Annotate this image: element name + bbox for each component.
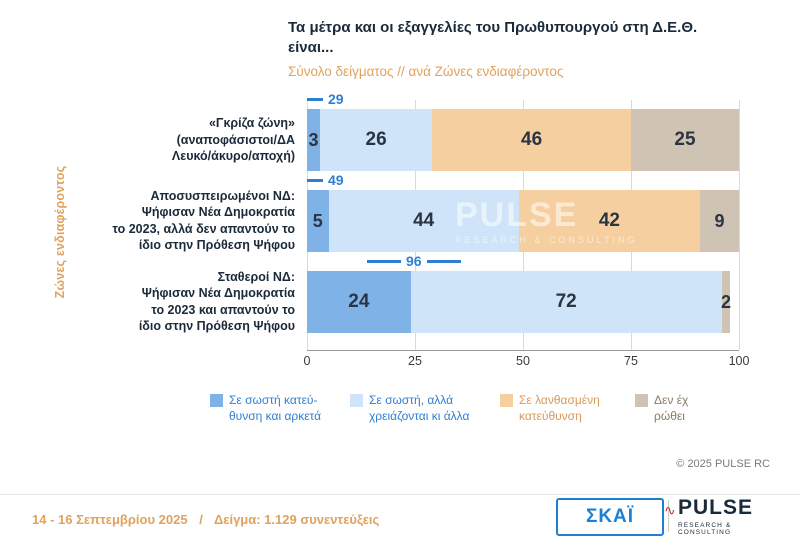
legend-label-line: Σε λανθασμένη bbox=[519, 393, 600, 407]
legend-label bbox=[519, 392, 600, 424]
bracket-dash bbox=[427, 260, 461, 263]
legend-label-line: Δεν έχ bbox=[654, 393, 689, 407]
category-label bbox=[15, 115, 295, 164]
category-label bbox=[15, 188, 295, 253]
bar-segment: 9 bbox=[700, 190, 739, 252]
bar-segment: 26 bbox=[320, 109, 432, 171]
legend-label-line: Σε σωστή, αλλά bbox=[369, 393, 454, 407]
legend-label-line: ρώθει bbox=[654, 409, 685, 424]
legend-swatch bbox=[500, 394, 513, 407]
bar-row bbox=[307, 109, 739, 171]
legend-swatch bbox=[635, 394, 648, 407]
legend-item[interactable] bbox=[635, 392, 688, 424]
bar-segment: 24 bbox=[307, 271, 411, 333]
bar-segment: 42 bbox=[519, 190, 700, 252]
skai-logo: ΣΚΑΪ bbox=[556, 498, 664, 536]
pulse-logo-text: PULSE bbox=[678, 496, 754, 519]
annotation-value: 96 bbox=[406, 253, 422, 269]
legend-swatch bbox=[350, 394, 363, 407]
footer-separator: / bbox=[199, 512, 203, 527]
copyright-text: © 2025 PULSE RC bbox=[676, 458, 770, 470]
bar-row bbox=[307, 190, 739, 252]
category-label-line: ίδιο στην Πρόθεση Ψήφου bbox=[138, 318, 295, 333]
x-tick-label: 75 bbox=[624, 354, 638, 368]
bar-segment: 25 bbox=[631, 109, 739, 171]
annotation-value: 49 bbox=[328, 172, 344, 188]
legend-item[interactable] bbox=[500, 392, 600, 424]
pulse-wave-icon: ∿ bbox=[664, 502, 676, 518]
bracket-dash bbox=[307, 98, 323, 101]
chart-legend bbox=[200, 392, 760, 450]
x-tick-label: 100 bbox=[728, 354, 750, 368]
legend-label bbox=[369, 392, 469, 424]
annotation-bracket bbox=[307, 172, 349, 188]
category-label-line: ίδιο στην Πρόθεση Ψήφου bbox=[138, 237, 295, 252]
watermark-main: PULSE bbox=[455, 196, 579, 234]
footer-divider bbox=[0, 494, 800, 495]
bar-segment: 3 bbox=[307, 109, 320, 171]
category-label-line: «Γκρίζα ζώνη» bbox=[208, 116, 295, 131]
legend-label-line: θυνση και αρκετά bbox=[229, 409, 322, 424]
x-tick-label: 50 bbox=[516, 354, 530, 368]
category-label-line: το 2023, αλλά δεν απαντούν το bbox=[112, 221, 295, 236]
category-label-line: Λευκό/άκυρο/αποχή) bbox=[171, 148, 295, 163]
chart-subtitle: Σύνολο δείγματος // ανά Ζώνες ενδιαφέροντος bbox=[288, 64, 564, 79]
legend-label bbox=[654, 392, 688, 424]
bar-segment: 72 bbox=[411, 271, 722, 333]
annotation-bracket bbox=[307, 91, 349, 107]
y-axis-title: Ζώνες ενδιαφέροντος bbox=[53, 165, 67, 299]
page-title: Τα μέτρα και οι εξαγγελίες του Πρωθυπουργού στη Δ.Ε.Θ. είναι... bbox=[288, 19, 698, 57]
category-label-line: Ψήφισαν Νέα Δημοκρατία bbox=[141, 286, 295, 301]
bar-segment: 44 bbox=[329, 190, 519, 252]
annotation-value: 29 bbox=[328, 91, 344, 107]
pulse-logo bbox=[664, 496, 778, 536]
category-label-line: Αποσυσπειρωμένοι ΝΔ: bbox=[150, 189, 295, 204]
plot-area bbox=[307, 100, 739, 350]
bar-segment: 46 bbox=[432, 109, 631, 171]
footer-sample: Δείγμα: 1.129 συνεντεύξεις bbox=[213, 512, 380, 527]
bar-row bbox=[307, 271, 739, 333]
legend-item[interactable] bbox=[350, 392, 469, 424]
legend-label-line: χρειάζονται κι άλλα bbox=[369, 409, 470, 424]
category-label bbox=[15, 269, 295, 334]
category-label-line: (αναποφάσιστοι/ΔΑ bbox=[176, 132, 295, 147]
legend-label-line: Σε σωστή κατεύ- bbox=[229, 393, 318, 407]
bar-segment: 5 bbox=[307, 190, 329, 252]
legend-label bbox=[229, 392, 321, 424]
footer-info bbox=[32, 512, 379, 527]
category-label-line: Ψήφισαν Νέα Δημοκρατία bbox=[141, 205, 295, 220]
legend-swatch bbox=[210, 394, 223, 407]
category-label-line: Σταθεροί ΝΔ: bbox=[217, 270, 295, 285]
legend-item[interactable] bbox=[210, 392, 321, 424]
bar-segment: 2 bbox=[722, 271, 731, 333]
annotation-bracket bbox=[367, 253, 461, 269]
legend-label-line: κατεύθυνση bbox=[519, 409, 582, 424]
x-tick-label: 0 bbox=[303, 354, 311, 368]
bracket-dash bbox=[307, 179, 323, 182]
category-label-line: το 2023 και απαντούν το bbox=[151, 302, 295, 317]
pulse-logo-sub: RESEARCH & CONSULTING bbox=[678, 522, 732, 536]
x-axis-line bbox=[307, 350, 739, 351]
bracket-dash bbox=[367, 260, 401, 263]
x-tick-label: 25 bbox=[408, 354, 422, 368]
watermark-sub: RESEARCH & CONSULTING bbox=[455, 235, 638, 245]
grid-line bbox=[739, 100, 740, 350]
footer-dates: 14 - 16 Σεπτεμβρίου 2025 bbox=[32, 512, 188, 527]
